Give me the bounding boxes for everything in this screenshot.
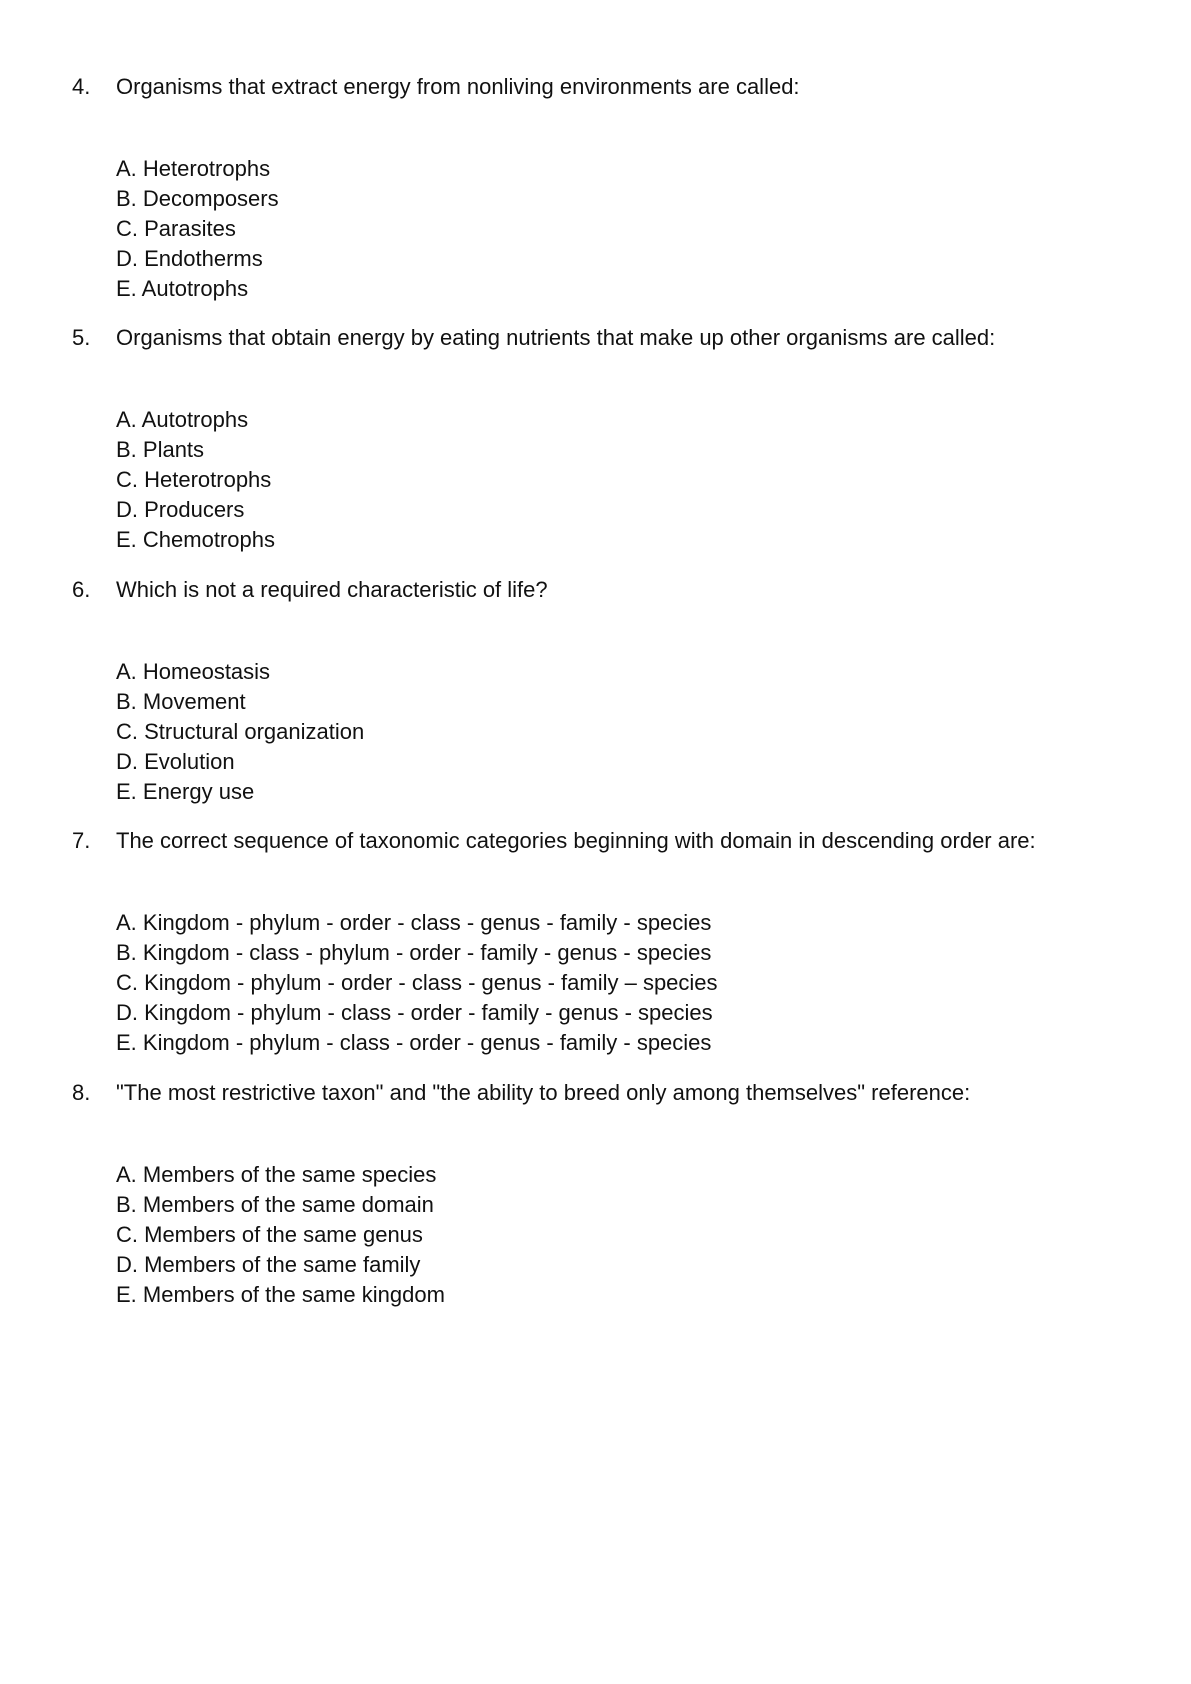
question-number: 6.	[72, 577, 91, 602]
option-a: A. Members of the same species	[116, 1162, 437, 1187]
option-b: B. Decomposers	[116, 186, 279, 211]
option-a: A. Autotrophs	[116, 407, 249, 432]
option-c: C. Kingdom - phylum - order - class - genus - family – species	[116, 970, 718, 995]
option-b: B. Members of the same domain	[116, 1192, 434, 1217]
question-text: "The most restrictive taxon" and "the ability to breed only among themselves" reference:	[116, 1080, 971, 1105]
option-b: B. Movement	[116, 689, 246, 714]
question-number: 8.	[72, 1080, 91, 1105]
option-c: C. Structural organization	[116, 719, 365, 744]
answer-options	[116, 405, 275, 555]
option-e: E. Members of the same kingdom	[116, 1282, 445, 1307]
question-number: 5.	[72, 325, 91, 350]
answer-options	[116, 1160, 445, 1310]
option-d: D. Members of the same family	[116, 1252, 421, 1277]
option-a: A. Heterotrophs	[116, 156, 271, 181]
question-text: Which is not a required characteristic of life?	[116, 577, 548, 602]
option-e: E. Autotrophs	[116, 276, 249, 301]
question-number: 4.	[72, 74, 91, 99]
answer-options	[116, 657, 364, 807]
answer-options	[116, 908, 718, 1058]
option-a: A. Homeostasis	[116, 659, 271, 684]
question-text: Organisms that extract energy from nonliving environments are called:	[116, 74, 800, 99]
question-number: 7.	[72, 828, 91, 853]
option-a: A. Kingdom - phylum - order - class - genus - family - species	[116, 910, 712, 935]
option-d: D. Evolution	[116, 749, 235, 774]
option-e: E. Chemotrophs	[116, 527, 275, 552]
option-d: D. Endotherms	[116, 246, 263, 271]
option-e: E. Kingdom - phylum - class - order - genus - family - species	[116, 1030, 712, 1055]
option-d: D. Producers	[116, 497, 245, 522]
option-d: D. Kingdom - phylum - class - order - family - genus - species	[116, 1000, 713, 1025]
option-b: B. Plants	[116, 437, 205, 462]
answer-options	[116, 154, 279, 304]
option-c: C. Heterotrophs	[116, 467, 272, 492]
question-text: The correct sequence of taxonomic categories beginning with domain in descending order are:	[116, 828, 1036, 853]
question-text: Organisms that obtain energy by eating nutrients that make up other organisms are called:	[116, 325, 996, 350]
option-c: C. Parasites	[116, 216, 236, 241]
option-b: B. Kingdom - class - phylum - order - family - genus - species	[116, 940, 712, 965]
option-e: E. Energy use	[116, 779, 255, 804]
option-c: C. Members of the same genus	[116, 1222, 423, 1247]
